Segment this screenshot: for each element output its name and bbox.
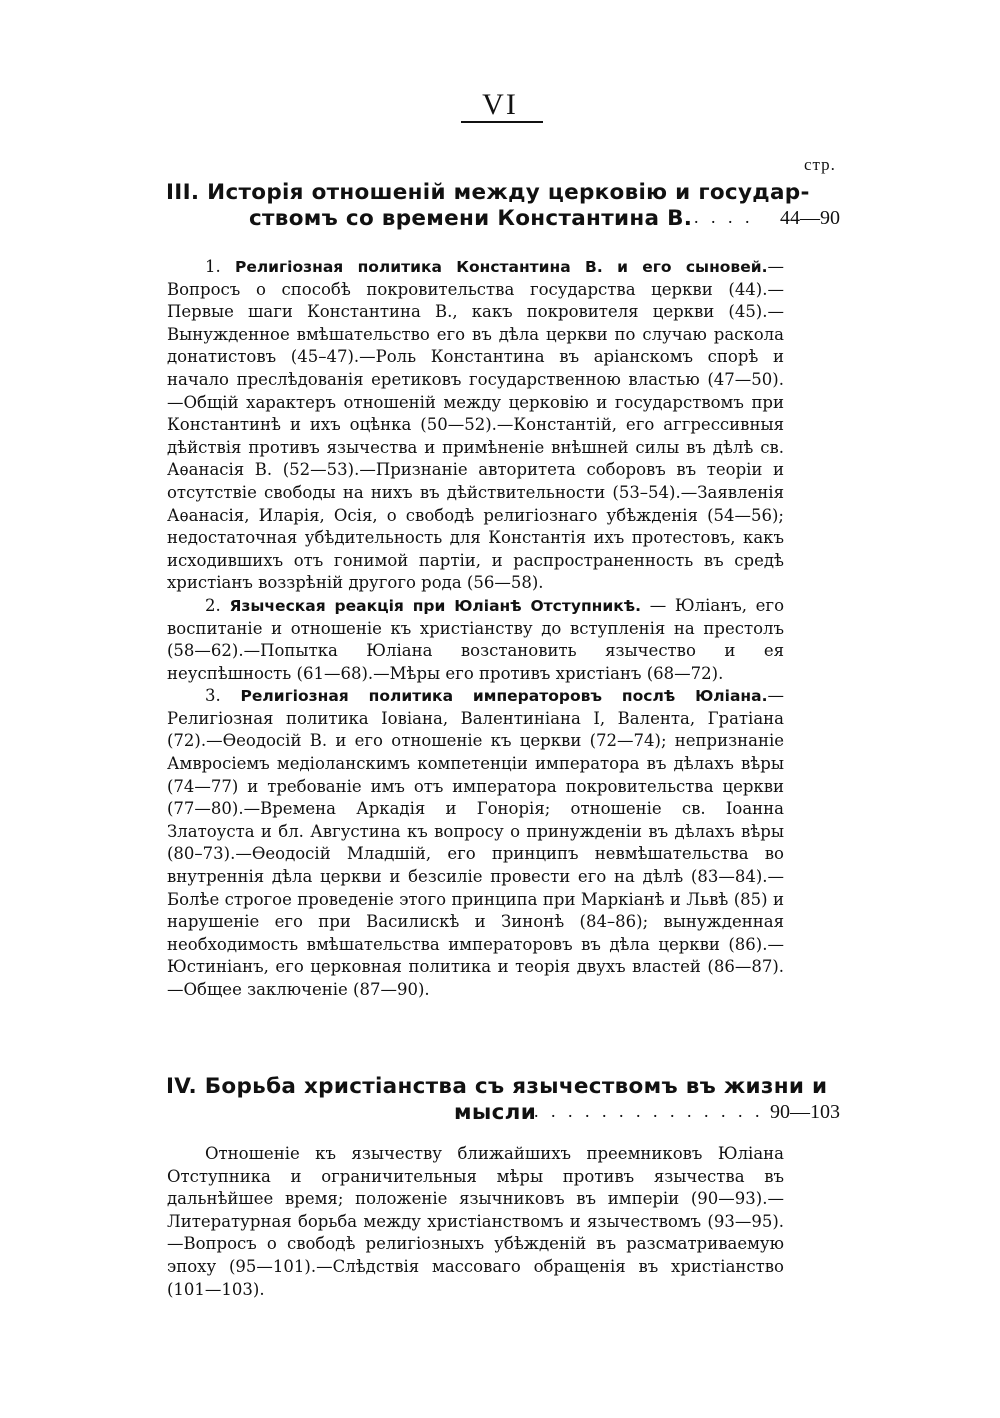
section-iii-leader-dots: . . . . bbox=[694, 207, 754, 227]
section-iii-page-range: 44—90 bbox=[780, 207, 840, 229]
section-iii-heading-line1: III. Исторія отношеній между церковію и государ- bbox=[166, 180, 810, 205]
section-iii-paragraph-3 bbox=[167, 685, 784, 1001]
section-iii-heading-line2: ствомъ со времени Константина В. bbox=[249, 206, 693, 231]
section-iii-paragraph-2 bbox=[167, 595, 784, 685]
paragraph-title: Религіозная политика Константина В. и его сыновей. bbox=[234, 258, 768, 276]
paragraph-text: Отношеніе къ язычеству ближайшихъ преемниковъ Юліана Отступника и ограничительныя мѣры противъ язычества въ дальнѣйшее время; положеніе язычниковъ въ имперіи (90—93).—Литературная борьба между христіанствомъ и язычествомъ (93—95).—Вопросъ о свободѣ религіозныхъ убѣжденій въ разсматриваемую эпоху (95—101).—Слѣдствія массоваго обращенія въ христіанство (101—103). bbox=[167, 1144, 784, 1299]
paragraph-title: Религіозная политика императоровъ послѣ Юліана. bbox=[240, 687, 768, 706]
section-iii-paragraph-1 bbox=[167, 256, 784, 595]
section-iv-heading-line2: мысли bbox=[454, 1100, 537, 1125]
page-number: VI bbox=[482, 88, 518, 121]
section-iii-body bbox=[167, 256, 784, 1002]
paragraph-text: —Религіозная политика Іовіана, Валентиніана I, Валента, Гратіана (72).—Ѳеодосій В. и его отношеніе къ церкви (72—74); непризнаніе Амвросіемъ медіоланскимъ компетенціи императора въ дѣлахъ вѣры (74—77) и требованіе имъ отъ императора покровительства церкви (77—80).—Времена Аркадія и Гонорія; отношеніе св. Іоанна Златоуста и бл. Августина къ вопросу о принужденіи въ дѣлахъ вѣры (80–73).—Ѳеодосій Младшій, его принципъ невмѣшательства во внутреннія дѣла церкви и безсиліе провести его на дѣлѣ (83—84).—Болѣе строгое проведеніе этого принципа при Маркіанѣ и Львѣ (85) и нарушеніе его при Василискѣ и Зинонѣ (84–86); вынужденная необходимость вмѣшательства императоровъ въ дѣла церкви (86).—Юстиніанъ, его церковная политика и теорія двухъ властей (86—87).—Общее заключеніе (87—90). bbox=[167, 686, 784, 999]
paragraph-title: Языческая реакція при Юліанѣ Отступникѣ. bbox=[229, 596, 642, 615]
paragraph-number: 3. bbox=[205, 686, 221, 706]
section-iv-leader-dots: . . . . . . . . . . . . . . bbox=[534, 1101, 764, 1121]
paragraph-text: — Юліанъ, его воспитаніе и отношеніе къ христіанству до вступленія на престолъ (58—62).—Попытка Юліана возстановить язычество и ея неуспѣшность (61—68).—Мѣры его противъ христіанъ (68—72). bbox=[167, 595, 784, 683]
section-iv-heading-line1: IV. Борьба христіанства съ язычествомъ въ жизни и bbox=[166, 1074, 828, 1099]
page-number-rule bbox=[461, 121, 543, 123]
paragraph-number: 2. bbox=[205, 595, 221, 615]
section-iv-body bbox=[167, 1143, 784, 1301]
paragraph-text: — Вопросъ о способѣ покровительства государства церкви (44).—Первые шаги Константина В., какъ покровителя церкви (45).—Вынужденное вмѣшательство его въ дѣла церкви по случаю раскола донатистовъ (45–47).—Роль Константина въ аріанскомъ спорѣ и начало преслѣдованія еретиковъ государственною властью (47—50).—Общій характеръ отношеній между церковію и государствомъ при Константинѣ и ихъ оцѣнка (50—52).—Константій, его аггрессивныя дѣйствія противъ язычества и примѣненіе внѣшней силы въ дѣлѣ св. Аѳанасія В. (52—53).—Признаніе авторитета соборовъ въ теоріи и отсутствіе свободы на нихъ въ дѣйствительности (53–54).—Заявленія Аѳанасія, Иларія, Осія, о свободѣ религіознаго убѣжденія (54—56); недостаточная убѣдительность для Константія ихъ протестовъ, какъ исходившихъ отъ гонимой партіи, и распространенность въ средѣ христіанъ воззрѣній другого рода (56—58). bbox=[167, 257, 784, 593]
section-iv-page-range: 90—103 bbox=[770, 1101, 840, 1123]
paragraph-number: 1. bbox=[205, 257, 221, 276]
section-iv-paragraph-1 bbox=[167, 1143, 784, 1301]
column-label-pages: стр. bbox=[804, 155, 836, 174]
